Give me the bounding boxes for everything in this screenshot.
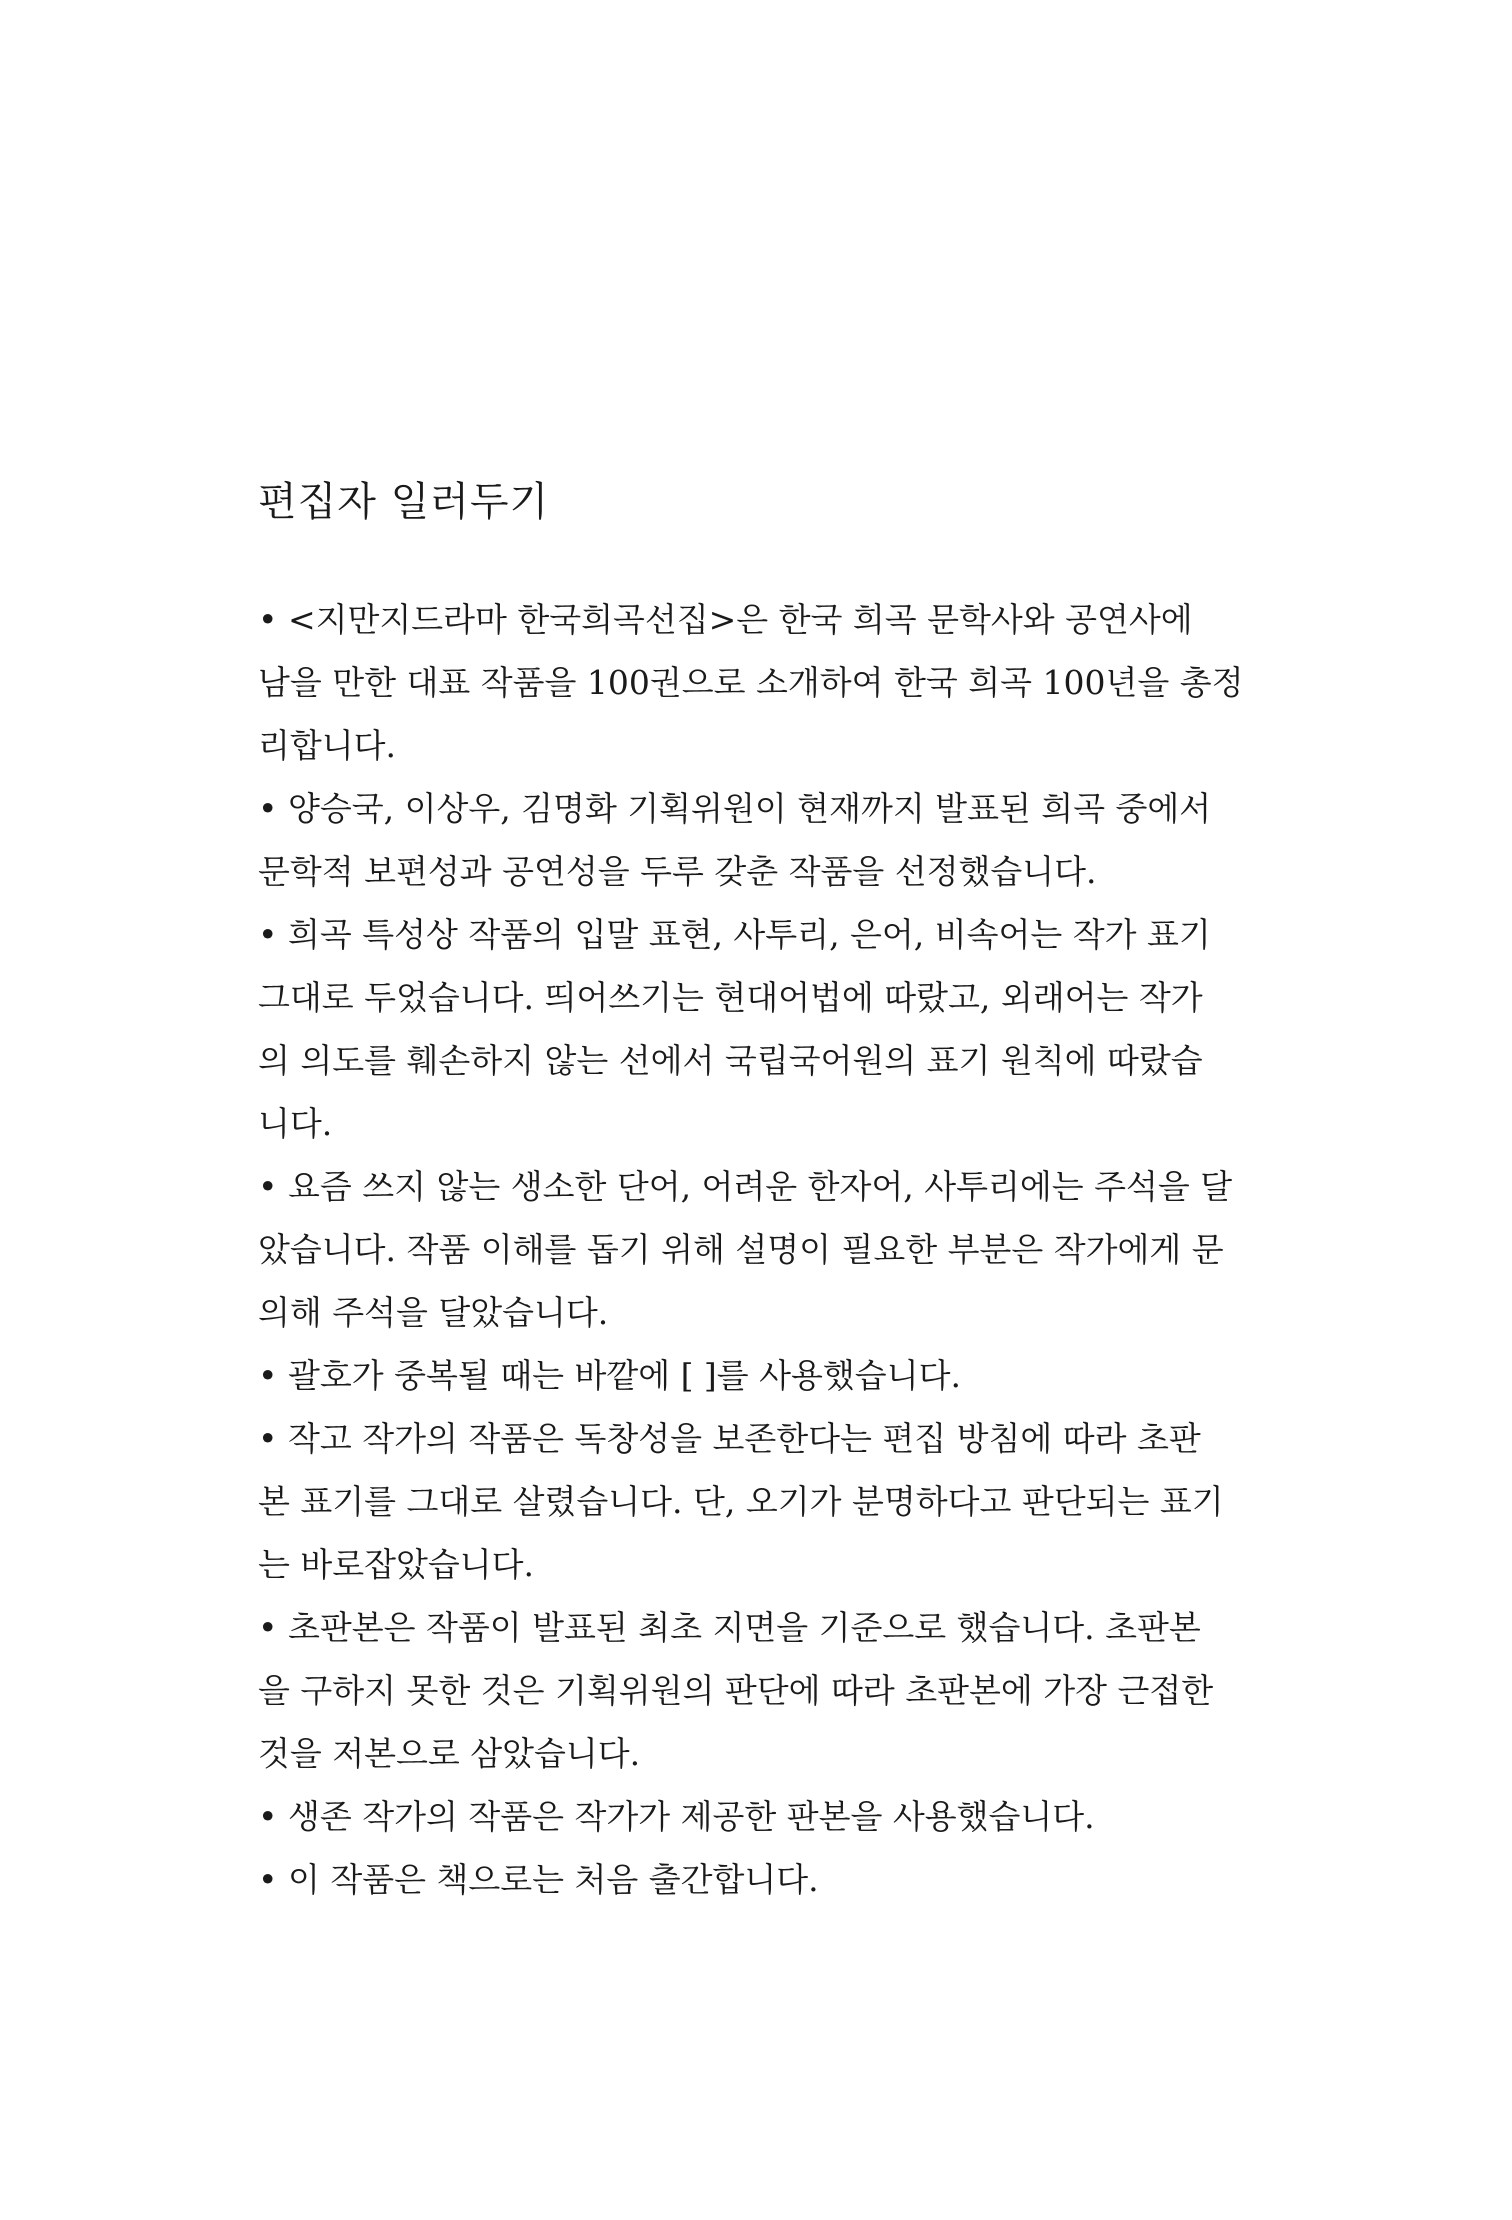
note-line: 남을 만한 대표 작품을 100권으로 소개하여 한국 희곡 100년을 총정 — [258, 663, 1244, 702]
note-line: • 초판본은 작품이 발표된 최초 지면을 기준으로 했습니다. 초판본 — [258, 1608, 1201, 1647]
note-line: • 이 작품은 책으로는 처음 출간합니다. — [258, 1860, 819, 1899]
note-line: • 요즘 쓰지 않는 생소한 단어, 어려운 한자어, 사투리에는 주석을 달 — [258, 1167, 1233, 1206]
note-line: 것을 저본으로 삼았습니다. — [258, 1734, 641, 1773]
note-line: 문학적 보편성과 공연성을 두루 갖춘 작품을 선정했습니다. — [258, 852, 1097, 891]
note-line: 의 의도를 훼손하지 않는 선에서 국립국어원의 표기 원칙에 따랐습 — [258, 1041, 1203, 1080]
note-line: 본 표기를 그대로 살렸습니다. 단, 오기가 분명하다고 판단되는 표기 — [258, 1482, 1224, 1521]
note-line: 는 바로잡았습니다. — [258, 1545, 535, 1584]
page-title: 편집자 일러두기 — [258, 479, 550, 525]
note-line: • 작고 작가의 작품은 독창성을 보존한다는 편집 방침에 따라 초판 — [258, 1419, 1201, 1458]
note-line: • <지만지드라마 한국희곡선집>은 한국 희곡 문학사와 공연사에 — [258, 600, 1193, 639]
note-line: 니다. — [258, 1104, 333, 1143]
note-line: 았습니다. 작품 이해를 돕기 위해 설명이 필요한 부분은 작가에게 문 — [258, 1230, 1224, 1269]
note-line: • 괄호가 중복될 때는 바깥에 [ ]를 사용했습니다. — [258, 1356, 961, 1395]
note-line: 리합니다. — [258, 726, 397, 765]
editor-notes — [258, 588, 1258, 1911]
note-line: • 생존 작가의 작품은 작가가 제공한 판본을 사용했습니다. — [258, 1797, 1095, 1836]
note-line: • 양승국, 이상우, 김명화 기획위원이 현재까지 발표된 희곡 중에서 — [258, 789, 1212, 828]
note-line: 을 구하지 못한 것은 기획위원의 판단에 따라 초판본에 가장 근접한 — [258, 1671, 1214, 1710]
note-line: 의해 주석을 달았습니다. — [258, 1293, 609, 1332]
note-line: 그대로 두었습니다. 띄어쓰기는 현대어법에 따랐고, 외래어는 작가 — [258, 978, 1203, 1017]
note-line: • 희곡 특성상 작품의 입말 표현, 사투리, 은어, 비속어는 작가 표기 — [258, 915, 1211, 954]
